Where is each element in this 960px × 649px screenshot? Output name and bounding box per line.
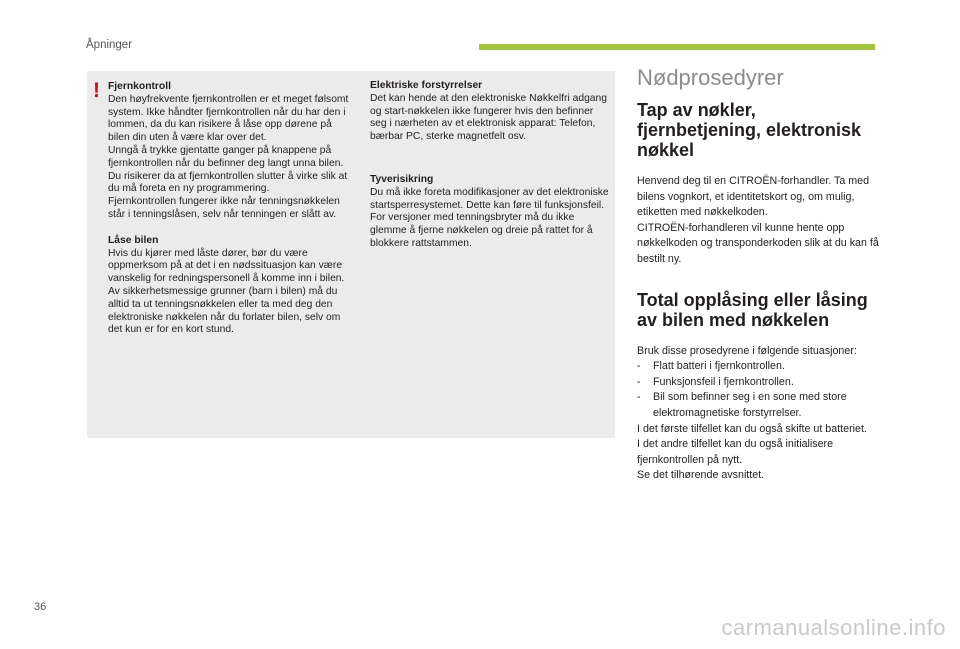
situations-list [637,359,879,421]
watermark: carmanualsonline.info [721,615,946,640]
key-locking-heading: Total opplåsing eller låsing av bilen med nøkkelen [637,289,868,330]
key-locking-intro: Bruk disse prosedyrene i følgende situasjoner: [637,344,857,357]
emergency-procedures-column [637,64,879,484]
warning-exclamation-icon: ! [93,79,100,102]
block-body: Du må ikke foreta modifikasjoner av det elektroniske startsperresystemet. Dette kan føre til funksjonsfeil. For versjoner med tenningsbryter må du ikke glemme å fjerne nøkkelen og dreie på rattet for å blokkere rattstammen. [370,186,609,249]
list-item: - Funksjonsfeil i fjernkontrollen. [637,375,879,391]
locking-vehicle-block [108,235,352,337]
list-item: - Bil som befinner seg i en sone med store elektromagnetiske forstyrrelser. [637,390,879,421]
section-label: Åpninger [86,39,133,51]
list-item: - Flatt batteri i fjernkontrollen. [637,359,879,375]
block-title: Låse bilen [108,234,159,246]
page-number: 36 [34,601,47,613]
block-title: Elektriske forstyrrelser [370,80,483,91]
header-accent-bar [479,44,875,50]
lost-keys-heading: Tap av nøkler, fjernbetjening, elektronisk nøkkel [637,100,862,160]
block-body: Hvis du kjører med låste dører, bør du være oppmerksom på at det i en nødssituasjon kan være vanskelig for redningspersonell å komme inn i bilen. Av sikkerhetsmessige grunner (barn i bilen) må du alltid ta ut tenningsnøkkelen eller ta med deg den elektroniske nøkkelen når du forlater bilen, selv om det kun er for en kort stund. [108,247,345,336]
key-locking-notes: I det første tilfellet kan du også skifte ut batteriet. I det andre tilfellet kan du også initialisere fjernkontrollen på nytt. Se det tilhørende avsnittet. [637,422,867,482]
page-title: Nødprosedyrer [637,65,784,90]
lost-keys-text: Henvend deg til en CITROËN-forhandler. Ta med bilens vognkort, et identitetskort og, om mulig, etiketten med nøkkelkoden. CITROËN-forhandleren vil kunne hente opp nøkkelkoden og transponderkoden slik at du kan få bestilt ny. [637,175,879,265]
block-title: Tyverisikring [370,173,434,185]
remote-control-block [108,81,352,222]
anti-theft-block [370,174,611,251]
electrical-interference-block [370,80,611,144]
block-body: Den høyfrekvente fjernkontrollen er et meget følsomt system. Ikke håndter fjernkontrollen når du har den i lommen, da du kan risikere å låse opp dørene på bilen din uten å være klar over det. Unngå å trykke gjentatte ganger på knappene på fjernkontrollen når du befinner deg langt unna bilen. Du risikerer da at fjernkontrollen slutter å virke slik at du må foreta en ny programmering. Fjernkontrollen fungerer ikke når tenningsnøkkelen står i tenningslåsen, selv når tenningen er slått av. [108,93,349,220]
block-body: Det kan hende at den elektroniske Nøkkelfri adgang og start-nøkkelen ikke fungerer hvis den befinner seg i nærheten av et elektronisk apparat: Telefon, bærbar PC, sterke magnetfelt osv. [370,92,607,143]
warning-left-column [108,81,352,337]
block-title: Fjernkontroll [108,81,171,92]
warning-mid-column [370,80,611,251]
